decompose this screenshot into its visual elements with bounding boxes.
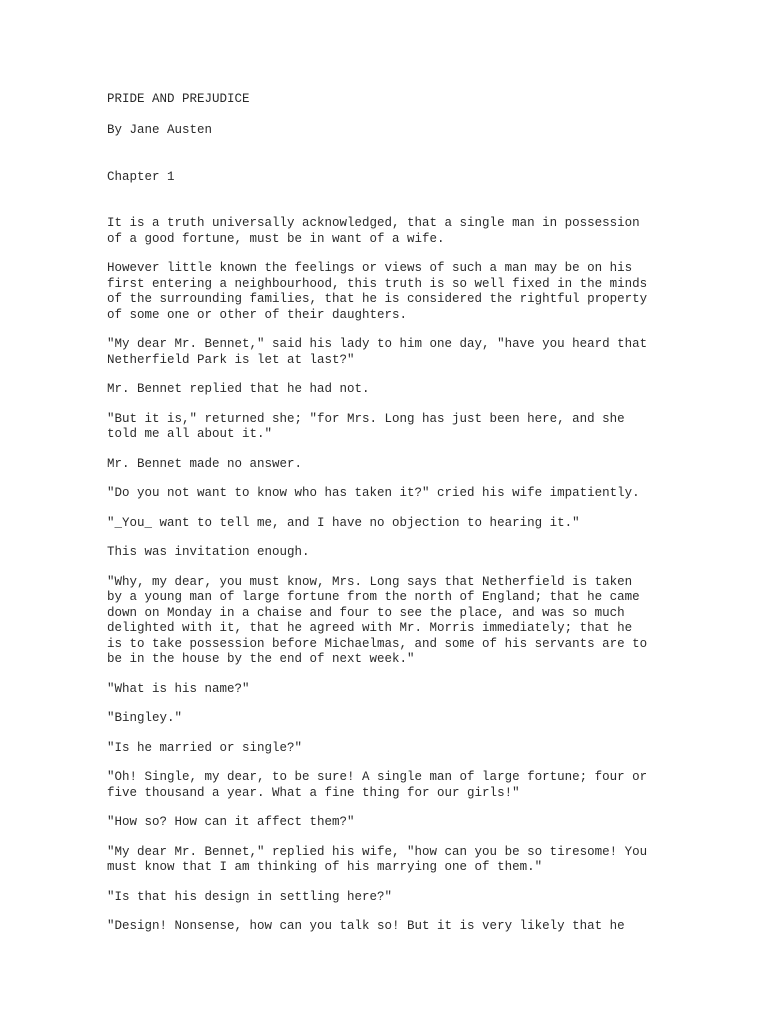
text-line: of a good fortune, must be in want of a wife. — [107, 231, 445, 246]
text-line: first entering a neighbourhood, this truth is so well fixed in the minds — [107, 276, 648, 291]
paragraph — [107, 919, 707, 935]
text-line: is to take possession before Michaelmas, and some of his servants are to — [107, 636, 648, 651]
text-line: "My dear Mr. Bennet," said his lady to him one day, "have you heard that — [107, 337, 648, 351]
paragraph — [107, 216, 707, 247]
text-line: "Why, my dear, you must know, Mrs. Long says that Netherfield is taken — [107, 574, 633, 589]
paragraph — [107, 682, 707, 698]
text-line: be in the house by the end of next week." — [107, 652, 415, 666]
book-author: By Jane Austen — [107, 123, 213, 137]
text-line: "_You_ want to tell me, and I have no objection to hearing it." — [107, 515, 580, 530]
text-line: "How so? How can it affect them?" — [107, 815, 355, 829]
text-line: Netherfield Park is let at last?" — [107, 352, 355, 367]
paragraph — [107, 741, 707, 757]
text-line: by a young man of large fortune from the north of England; that he came — [107, 590, 640, 604]
text-line: Mr. Bennet replied that he had not. — [107, 382, 370, 396]
text-line: delighted with it, that he agreed with Mr. Morris immediately; that he — [107, 621, 633, 635]
paragraph — [107, 412, 707, 443]
text-line: "Oh! Single, my dear, to be sure! A single man of large fortune; four or — [107, 770, 648, 784]
paragraph — [107, 845, 707, 876]
text-line: down on Monday in a chaise and four to see the place, and was so much — [107, 605, 625, 620]
text-line: This was invitation enough. — [107, 545, 310, 559]
paragraph — [107, 890, 707, 906]
book-title: PRIDE AND PREJUDICE — [107, 92, 250, 106]
chapter-heading: Chapter 1 — [107, 169, 175, 184]
paragraph — [107, 261, 707, 323]
text-line: "Do you not want to know who has taken it?" cried his wife impatiently. — [107, 486, 640, 500]
text-line: told me all about it." — [107, 427, 273, 441]
paragraph — [107, 575, 707, 668]
text-line: However little known the feelings or views of such a man may be on his — [107, 261, 633, 275]
chapter-body — [107, 216, 707, 935]
document-page — [107, 92, 707, 949]
text-line: It is a truth universally acknowledged, that a single man in possession — [107, 216, 640, 230]
text-line: "But it is," returned she; "for Mrs. Long has just been here, and she — [107, 411, 625, 426]
paragraph — [107, 486, 707, 502]
text-line: of some one or other of their daughters. — [107, 307, 408, 322]
text-line: five thousand a year. What a fine thing for our girls!" — [107, 785, 520, 800]
paragraph — [107, 815, 707, 831]
text-line: "Is that his design in settling here?" — [107, 889, 393, 904]
paragraph — [107, 711, 707, 727]
paragraph — [107, 545, 707, 561]
paragraph — [107, 516, 707, 532]
paragraph — [107, 770, 707, 801]
text-line: of the surrounding families, that he is considered the rightful property — [107, 292, 648, 306]
text-line: "My dear Mr. Bennet," replied his wife, "how can you be so tiresome! You — [107, 844, 648, 859]
paragraph — [107, 457, 707, 473]
paragraph — [107, 337, 707, 368]
paragraph — [107, 382, 707, 398]
text-line: "What is his name?" — [107, 681, 250, 696]
text-line: "Bingley." — [107, 711, 183, 725]
text-line: "Is he married or single?" — [107, 740, 303, 755]
text-line: "Design! Nonsense, how can you talk so! But it is very likely that he — [107, 919, 625, 933]
text-line: Mr. Bennet made no answer. — [107, 456, 303, 471]
text-line: must know that I am thinking of his marrying one of them." — [107, 860, 543, 874]
